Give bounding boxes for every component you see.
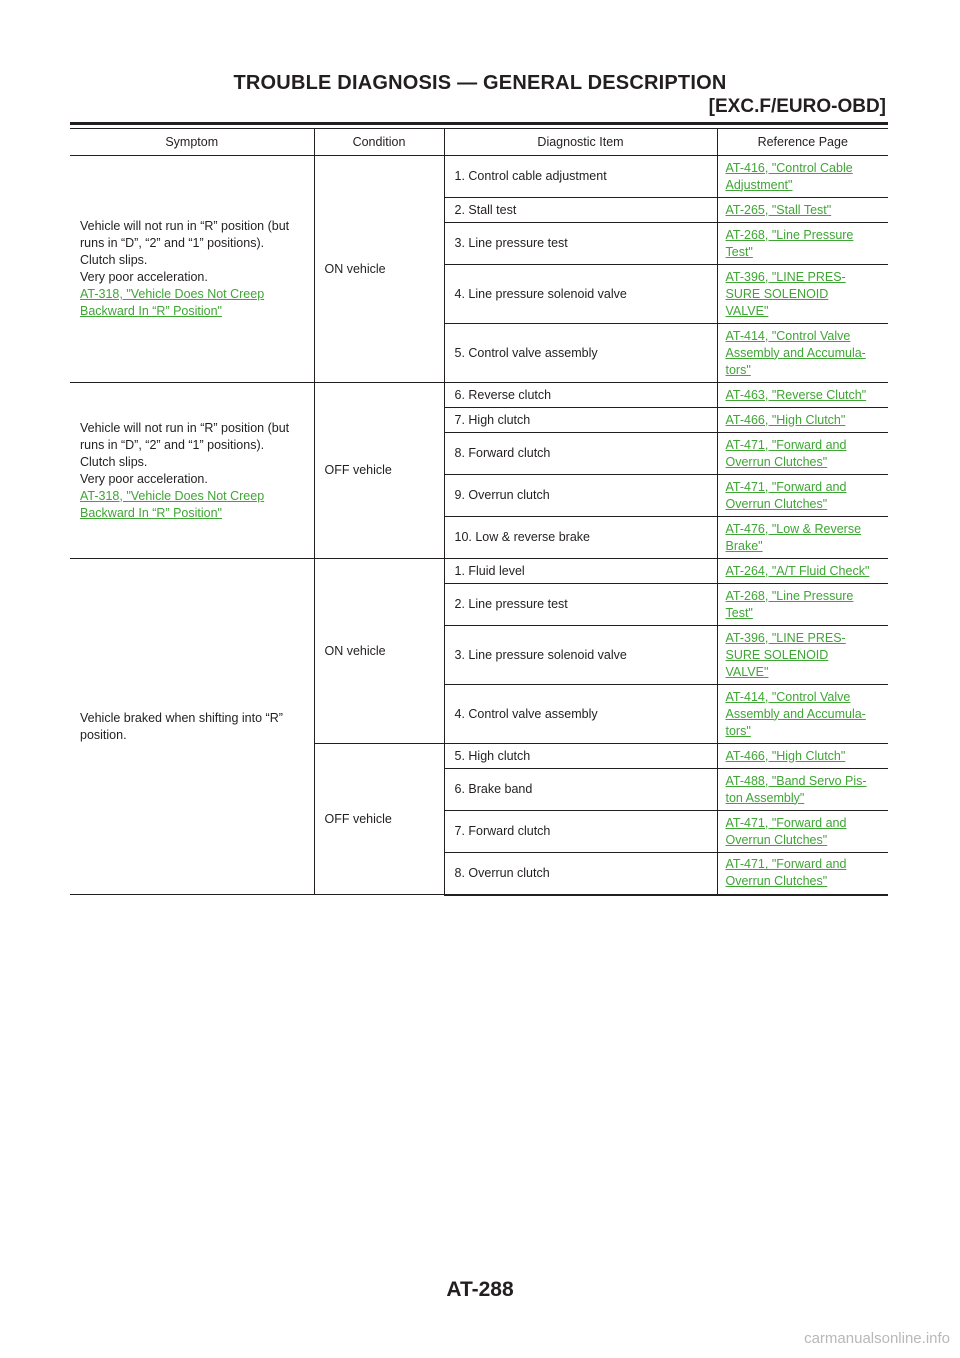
reference-page-link[interactable]: tors" bbox=[725, 362, 751, 377]
reference-page-cell bbox=[717, 626, 888, 685]
reference-page-cell bbox=[717, 475, 888, 517]
diagnostic-item-cell: 2. Stall test bbox=[444, 198, 717, 223]
reference-page-cell bbox=[717, 559, 888, 584]
table-row bbox=[70, 156, 888, 198]
reference-page-link[interactable]: VALVE" bbox=[725, 664, 769, 679]
reference-page-link[interactable]: AT-471, "Forward and bbox=[725, 857, 847, 872]
symptom-text: Very poor acceleration. bbox=[80, 270, 208, 284]
symptom-text: runs in “D”, “2” and “1” positions). bbox=[80, 236, 265, 250]
reference-page-cell bbox=[717, 584, 888, 626]
reference-page-cell bbox=[717, 433, 888, 475]
symptom-text: Vehicle will not run in “R” position (but bbox=[80, 420, 290, 435]
reference-page-link[interactable]: ton Assembly" bbox=[725, 790, 805, 805]
reference-page-link[interactable]: Overrun Clutches" bbox=[725, 454, 828, 469]
reference-page-link[interactable]: AT-264, "A/T Fluid Check" bbox=[725, 563, 870, 578]
reference-page-cell bbox=[717, 265, 888, 324]
reference-page-link[interactable]: AT-476, "Low & Reverse bbox=[725, 521, 862, 536]
symptom-text: Vehicle will not run in “R” position (but bbox=[80, 219, 290, 233]
reference-page-cell bbox=[717, 324, 888, 383]
reference-page-link[interactable]: Assembly and Accumula- bbox=[725, 345, 866, 360]
reference-page-link[interactable]: AT-471, "Forward and bbox=[725, 815, 847, 830]
reference-page-cell bbox=[717, 198, 888, 223]
table-body bbox=[70, 156, 888, 895]
reference-page-link[interactable]: AT-414, "Control Valve bbox=[725, 328, 851, 343]
reference-page-cell bbox=[717, 383, 888, 408]
reference-page-link[interactable]: Test" bbox=[725, 244, 753, 259]
column-header-reference-page: Reference Page bbox=[717, 129, 888, 156]
reference-page-link[interactable]: Adjustment" bbox=[725, 177, 793, 192]
page-number: AT-288 bbox=[446, 1278, 514, 1301]
reference-page-link[interactable]: AT-414, "Control Valve bbox=[725, 689, 851, 704]
diagnostic-item-cell: 10. Low & reverse brake bbox=[444, 517, 717, 559]
table-row bbox=[70, 383, 888, 408]
diagnostic-item-cell: 9. Overrun clutch bbox=[444, 475, 717, 517]
diagnostic-item-cell: 6. Reverse clutch bbox=[444, 383, 717, 408]
diagnostic-item-cell: 3. Line pressure test bbox=[444, 223, 717, 265]
reference-page-link[interactable]: tors" bbox=[725, 723, 751, 738]
reference-page-link[interactable]: Overrun Clutches" bbox=[725, 496, 828, 511]
symptom-cell bbox=[70, 559, 314, 895]
symptom-cell bbox=[70, 383, 314, 559]
symptom-reference-link[interactable]: AT-318, "Vehicle Does Not Creep bbox=[80, 488, 265, 503]
reference-page-cell bbox=[717, 811, 888, 853]
reference-page-cell bbox=[717, 517, 888, 559]
symptom-text: Vehicle braked when shifting into “R” bbox=[80, 710, 283, 725]
reference-page-link[interactable]: AT-466, "High Clutch" bbox=[725, 412, 846, 427]
diagnostic-item-cell: 2. Line pressure test bbox=[444, 584, 717, 626]
reference-page-link[interactable]: Brake" bbox=[725, 538, 763, 553]
reference-page-cell bbox=[717, 685, 888, 744]
symptom-text: Clutch slips. bbox=[80, 253, 148, 267]
reference-page-link[interactable]: AT-396, "LINE PRES- bbox=[725, 269, 846, 284]
column-header-diagnostic-item: Diagnostic Item bbox=[444, 129, 717, 156]
reference-page-link[interactable]: AT-466, "High Clutch" bbox=[725, 748, 846, 763]
reference-page-cell bbox=[717, 156, 888, 198]
diagnostic-item-cell: 5. Control valve assembly bbox=[444, 324, 717, 383]
header-rule-thick bbox=[70, 122, 888, 125]
diagnostic-item-cell: 1. Fluid level bbox=[444, 559, 717, 584]
reference-page-link[interactable]: AT-268, "Line Pressure bbox=[725, 588, 854, 603]
reference-page-link[interactable]: AT-268, "Line Pressure bbox=[725, 227, 854, 242]
reference-page-link[interactable]: VALVE" bbox=[725, 303, 769, 318]
diagnostic-item-cell: 1. Control cable adjustment bbox=[444, 156, 717, 198]
condition-cell: OFF vehicle bbox=[314, 744, 444, 895]
reference-page-cell bbox=[717, 853, 888, 895]
diagnostic-item-cell: 4. Line pressure solenoid valve bbox=[444, 265, 717, 324]
diagnostic-item-cell: 8. Forward clutch bbox=[444, 433, 717, 475]
diagnostic-item-cell: 5. High clutch bbox=[444, 744, 717, 769]
symptom-text: position. bbox=[80, 727, 127, 742]
diagnostic-item-cell: 3. Line pressure solenoid valve bbox=[444, 626, 717, 685]
reference-page-cell bbox=[717, 408, 888, 433]
reference-page-link[interactable]: Assembly and Accumula- bbox=[725, 706, 866, 721]
condition-cell: ON vehicle bbox=[314, 559, 444, 744]
reference-page-link[interactable]: AT-471, "Forward and bbox=[725, 479, 847, 494]
reference-page-link[interactable]: AT-471, "Forward and bbox=[725, 437, 847, 452]
symptom-cell bbox=[70, 156, 314, 383]
symptom-text: runs in “D”, “2” and “1” positions). bbox=[80, 437, 265, 452]
reference-page-link[interactable]: AT-488, "Band Servo Pis- bbox=[725, 773, 867, 788]
table-header-row bbox=[70, 129, 888, 156]
column-header-symptom: Symptom bbox=[70, 129, 314, 156]
reference-page-link[interactable]: AT-463, "Reverse Clutch" bbox=[725, 387, 867, 402]
symptom-reference-link[interactable]: AT-318, "Vehicle Does Not Creep bbox=[80, 287, 265, 301]
condition-cell: ON vehicle bbox=[314, 156, 444, 383]
symptom-reference-link[interactable]: Backward In “R” Position" bbox=[80, 304, 222, 318]
reference-page-link[interactable]: Overrun Clutches" bbox=[725, 832, 828, 847]
symptom-reference-link[interactable]: Backward In “R” Position" bbox=[80, 505, 222, 520]
reference-page-cell bbox=[717, 223, 888, 265]
reference-page-link[interactable]: AT-396, "LINE PRES- bbox=[725, 630, 846, 645]
diagnosis-table bbox=[70, 129, 888, 896]
reference-page-cell bbox=[717, 769, 888, 811]
reference-page-link[interactable]: AT-265, "Stall Test" bbox=[725, 202, 832, 217]
symptom-text: Very poor acceleration. bbox=[80, 471, 208, 486]
footer-watermark: carmanualsonline.info bbox=[804, 1330, 950, 1347]
diagnostic-item-cell: 6. Brake band bbox=[444, 769, 717, 811]
diagnostic-item-cell: 8. Overrun clutch bbox=[444, 853, 717, 895]
diagnostic-item-cell: 7. High clutch bbox=[444, 408, 717, 433]
condition-cell: OFF vehicle bbox=[314, 383, 444, 559]
table-row bbox=[70, 559, 888, 584]
reference-page-link[interactable]: SURE SOLENOID bbox=[725, 286, 829, 301]
reference-page-cell bbox=[717, 744, 888, 769]
reference-page-link[interactable]: SURE SOLENOID bbox=[725, 647, 829, 662]
page-subtitle: [EXC.F/EURO-OBD] bbox=[708, 96, 886, 117]
column-header-condition: Condition bbox=[314, 129, 444, 156]
diagnostic-item-cell: 7. Forward clutch bbox=[444, 811, 717, 853]
reference-page-link[interactable]: AT-416, "Control Cable bbox=[725, 160, 853, 175]
page-title: TROUBLE DIAGNOSIS — GENERAL DESCRIPTION bbox=[233, 72, 727, 94]
reference-page-link[interactable]: Overrun Clutches" bbox=[725, 874, 828, 889]
diagnostic-item-cell: 4. Control valve assembly bbox=[444, 685, 717, 744]
reference-page-link[interactable]: Test" bbox=[725, 605, 753, 620]
symptom-text: Clutch slips. bbox=[80, 454, 148, 469]
